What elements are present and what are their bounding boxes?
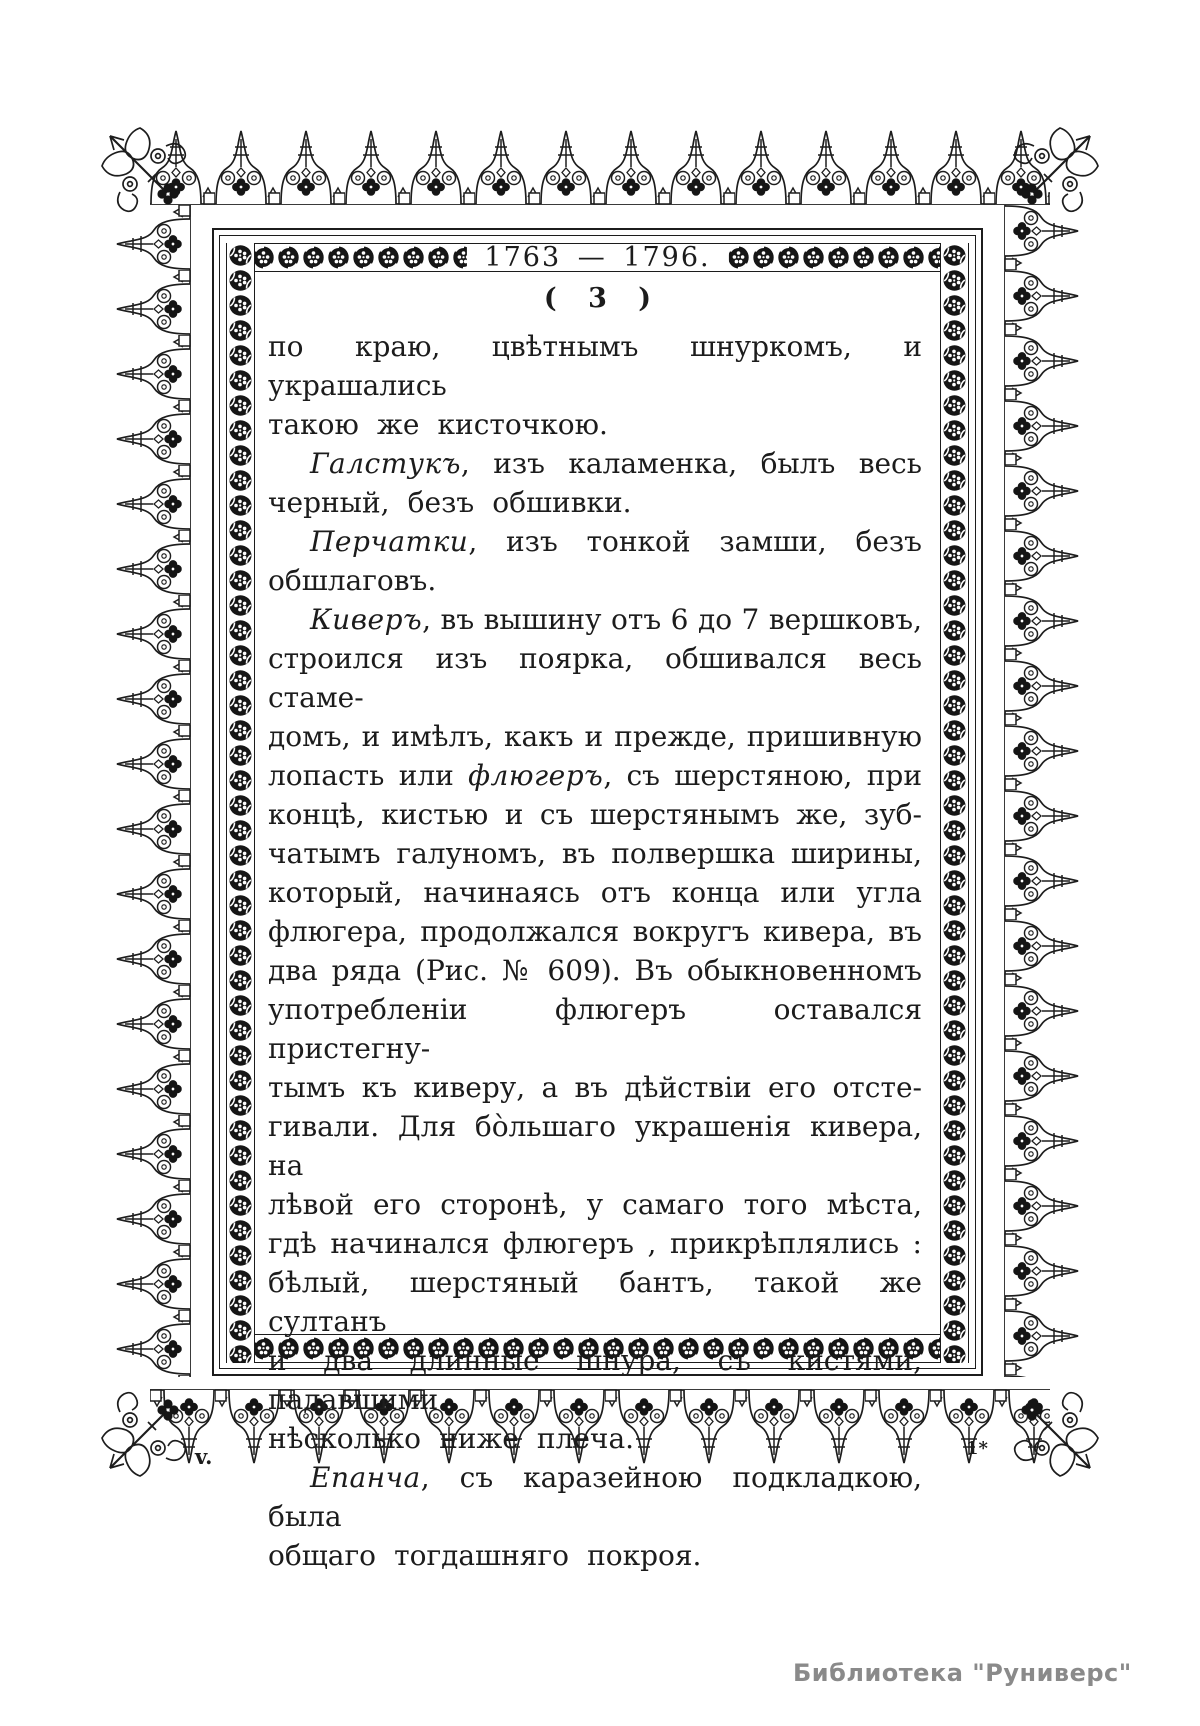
text-segment: обшлаговъ. <box>268 564 437 597</box>
kokoshnik-lace-border-left-icon <box>110 205 202 1377</box>
text-segment: домъ, и имѣлъ, какъ и прежде, пришивную <box>268 720 922 753</box>
text-segment: который, начинаясь отъ конца или угла <box>268 876 922 909</box>
kokoshnik-lace-border-right-icon <box>993 205 1085 1377</box>
term-italic: флюгеръ <box>468 759 604 792</box>
text-segment: черный, безъ обшивки. <box>268 486 632 519</box>
signature-mark-left: v. <box>195 1444 213 1469</box>
text-line <box>268 873 922 912</box>
corner-palmette-bottom-left-icon <box>96 1372 206 1482</box>
text-segment: , въ вышину отъ 6 до 7 вершковъ, <box>422 603 922 636</box>
text-segment: чатымъ галуномъ, въ полвершка ширины, <box>268 837 922 870</box>
page-number: ( 3 ) <box>543 283 652 314</box>
kokoshnik-lace-border-top-icon <box>150 124 1050 216</box>
text-line <box>268 1068 922 1107</box>
library-watermark: Библиотека "Руниверс" <box>793 1659 1132 1687</box>
text-line <box>268 795 922 834</box>
text-segment: строился изъ поярка, обшивался весь стаме- <box>268 642 922 714</box>
body-text <box>268 327 922 1575</box>
text-segment: лопасть или <box>268 759 469 792</box>
text-segment: гдѣ начинался флюгеръ , прикрѣплялись : <box>268 1227 922 1260</box>
header-date-range: 1763 — 1796. <box>466 245 728 270</box>
text-line <box>268 444 922 483</box>
rosette-chain-top-icon <box>226 243 969 272</box>
text-line <box>268 522 922 561</box>
corner-palmette-top-right-icon <box>994 122 1104 232</box>
text-segment: по краю, цвѣтнымъ шнуркомъ, и украшались <box>268 330 922 402</box>
text-segment: флюгера, продолжался вокругъ кивера, въ <box>268 915 922 948</box>
text-line <box>268 1107 922 1185</box>
text-segment: , изъ каламенка, былъ весь <box>460 447 922 480</box>
term-italic: Епанча <box>310 1461 421 1494</box>
corner-palmette-top-left-icon <box>96 122 206 232</box>
text-line <box>268 1341 922 1419</box>
term-italic: Перчатки <box>310 525 469 558</box>
text-line <box>268 1185 922 1224</box>
text-segment: гивали. Для бо̀льшаго украшенія кивера, на <box>268 1110 922 1182</box>
term-italic: Галстукъ <box>310 447 461 480</box>
text-line <box>268 561 922 600</box>
text-segment: нѣсколько ниже плеча. <box>268 1422 635 1455</box>
corner-palmette-bottom-right-icon <box>994 1372 1104 1482</box>
text-segment: тымъ къ киверу, а въ дѣйствіи его отсте- <box>268 1071 922 1104</box>
text-line <box>268 834 922 873</box>
text-line <box>268 405 922 444</box>
text-segment: общаго тогдашняго покроя. <box>268 1539 702 1572</box>
text-segment: употребленіи флюгеръ оставался пристегну- <box>268 993 922 1065</box>
text-segment: концѣ, кистью и съ шерстянымъ же, зуб- <box>268 798 922 831</box>
text-segment: такою же кисточкою. <box>268 408 608 441</box>
text-segment: и два длинные шнура, съ кистями, падавшими <box>268 1344 922 1416</box>
text-line <box>268 990 922 1068</box>
text-line <box>268 1224 922 1263</box>
text-line <box>268 483 922 522</box>
text-line <box>268 717 922 756</box>
text-line <box>268 327 922 405</box>
text-line <box>268 1458 922 1536</box>
rosette-chain-right-icon <box>940 243 969 1363</box>
text-segment: бѣлый, шерстяный бантъ, такой же султанъ <box>268 1266 922 1338</box>
signature-mark-right: 1* <box>966 1438 988 1459</box>
text-line <box>268 756 922 795</box>
term-italic: Киверъ <box>310 603 423 636</box>
text-segment: лѣвой его сторонѣ, у самаго того мѣста, <box>268 1188 922 1221</box>
text-line <box>268 600 922 639</box>
text-line <box>268 912 922 951</box>
text-segment: , съ каразейною подкладкою, была <box>268 1461 922 1533</box>
text-line <box>268 1263 922 1341</box>
text-segment: два ряда (Рис. № 609). Въ обыкновенномъ <box>268 954 922 987</box>
text-line <box>268 1536 922 1575</box>
text-line <box>268 951 922 990</box>
text-line <box>268 1419 922 1458</box>
text-segment: , съ шерстяною, при <box>603 759 922 792</box>
rosette-chain-left-icon <box>226 243 255 1363</box>
text-line <box>268 639 922 717</box>
text-segment: , изъ тонкой замши, безъ <box>468 525 922 558</box>
